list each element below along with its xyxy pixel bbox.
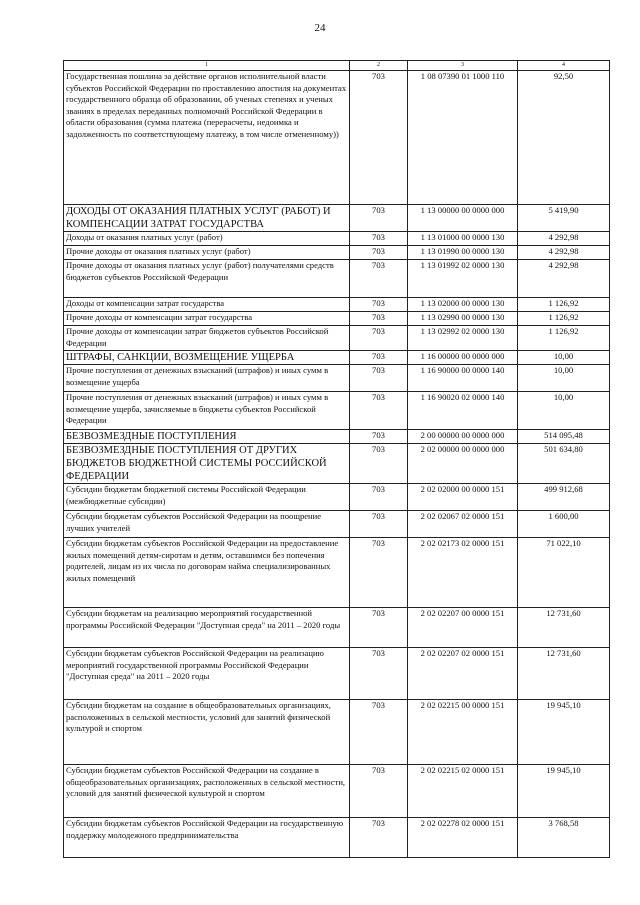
table-row: [64, 205, 610, 232]
row-name: Прочие доходы от оказания платных услуг (работ) получателями средств бюджетов субъектов Российской Федерации: [64, 260, 350, 298]
table-row: [64, 312, 610, 326]
row-amount: 499 912,68: [518, 484, 610, 511]
row-name: Субсидии бюджетам на реализацию мероприятий государственной программы Российской Федерации "Доступная среда" на 2011 – 2020 годы: [64, 608, 350, 648]
row-name: Доходы от оказания платных услуг (работ): [64, 232, 350, 246]
row-budget-code: 1 13 02000 00 0000 130: [408, 298, 518, 312]
row-admin-code: 703: [350, 700, 408, 765]
row-amount: 71 022,10: [518, 538, 610, 608]
row-name: Субсидии бюджетам субъектов Российской Федерации на предоставление жилых помещений детям-сиротам и детям, оставшимся без попечения родителей, лицам из их числа по договорам найма специализированных жилых помещений: [64, 538, 350, 608]
row-name: Доходы от компенсации затрат государства: [64, 298, 350, 312]
row-admin-code: 703: [350, 430, 408, 444]
table-row: [64, 484, 610, 511]
table-row: [64, 232, 610, 246]
row-name: Субсидии бюджетам субъектов Российской Федерации на поощрение лучших учителей: [64, 511, 350, 538]
row-admin-code: 703: [350, 511, 408, 538]
row-admin-code: 703: [350, 392, 408, 430]
row-admin-code: 703: [350, 365, 408, 392]
row-name: Прочие поступления от денежных взысканий (штрафов) и иных сумм в возмещение ущерба: [64, 365, 350, 392]
row-amount: 1 126,92: [518, 298, 610, 312]
row-amount: 19 945,10: [518, 765, 610, 818]
column-number-3: 3: [408, 61, 518, 71]
row-name: Субсидии бюджетам субъектов Российской Федерации на создание в общеобразовательных организациях, расположенных в сельской местности, условий для занятий физической культурой и спортом: [64, 765, 350, 818]
row-admin-code: 703: [350, 648, 408, 700]
row-amount: 12 731,60: [518, 608, 610, 648]
row-budget-code: 1 13 01992 02 0000 130: [408, 260, 518, 298]
row-amount: 10,00: [518, 351, 610, 365]
row-admin-code: 703: [350, 260, 408, 298]
table-row: [64, 648, 610, 700]
row-budget-code: 1 16 00000 00 0000 000: [408, 351, 518, 365]
table-row: [64, 608, 610, 648]
row-name: Прочие доходы от компенсации затрат бюджетов субъектов Российской Федерации: [64, 326, 350, 351]
row-budget-code: 2 02 02207 02 0000 151: [408, 648, 518, 700]
table-row: [64, 444, 610, 484]
row-budget-code: 2 02 02278 02 0000 151: [408, 818, 518, 858]
column-number-2: 2: [350, 61, 408, 71]
row-budget-code: 1 13 01990 00 0000 130: [408, 246, 518, 260]
page-number: 24: [314, 22, 326, 34]
column-number-4: 4: [518, 61, 610, 71]
row-amount: 4 292,98: [518, 232, 610, 246]
row-amount: 1 600,00: [518, 511, 610, 538]
row-admin-code: 703: [350, 205, 408, 232]
row-budget-code: 2 02 02215 00 0000 151: [408, 700, 518, 765]
row-name: Субсидии бюджетам субъектов Российской Федерации на государственную поддержку молодежного предпринимательства: [64, 818, 350, 858]
row-admin-code: 703: [350, 484, 408, 511]
row-budget-code: 1 16 90000 00 0000 140: [408, 365, 518, 392]
row-amount: 514 095,48: [518, 430, 610, 444]
row-name: БЕЗВОЗМЕЗДНЫЕ ПОСТУПЛЕНИЯ: [64, 430, 350, 444]
row-name: ДОХОДЫ ОТ ОКАЗАНИЯ ПЛАТНЫХ УСЛУГ (РАБОТ) И КОМПЕНСАЦИИ ЗАТРАТ ГОСУДАРСТВА: [64, 205, 350, 232]
table-row: [64, 365, 610, 392]
row-budget-code: 2 02 02207 00 0000 151: [408, 608, 518, 648]
row-budget-code: 1 16 90020 02 0000 140: [408, 392, 518, 430]
row-budget-code: 1 08 07390 01 1000 110: [408, 71, 518, 205]
row-name: Прочие доходы от оказания платных услуг (работ): [64, 246, 350, 260]
row-budget-code: 2 02 02067 02 0000 151: [408, 511, 518, 538]
row-budget-code: 1 13 02990 00 0000 130: [408, 312, 518, 326]
row-amount: 12 731,60: [518, 648, 610, 700]
row-amount: 19 945,10: [518, 700, 610, 765]
row-budget-code: 1 13 00000 00 0000 000: [408, 205, 518, 232]
row-amount: 10,00: [518, 365, 610, 392]
row-budget-code: 1 13 02992 02 0000 130: [408, 326, 518, 351]
column-number-1: 1: [64, 61, 350, 71]
row-admin-code: 703: [350, 71, 408, 205]
row-name: Субсидии бюджетам субъектов Российской Федерации на реализацию мероприятий государственной программы Российской Федерации "Доступная среда" на 2011 – 2020 годы: [64, 648, 350, 700]
row-budget-code: 2 02 00000 00 0000 000: [408, 444, 518, 484]
row-name: Государственная пошлина за действие органов исполнительной власти субъектов Российской Федерации по проставлению апостиля на документах государственного образца об образовании, об ученых степенях и ученых званиях в пределах переданных полномочий Российской Федерации в области образования (сумма платежа (перерасчеты, недоимка и задолженность по соответствующему платежу, в том числе отмененному)): [64, 71, 350, 205]
row-amount: 10,00: [518, 392, 610, 430]
row-budget-code: 2 00 00000 00 0000 000: [408, 430, 518, 444]
table-row: [64, 351, 610, 365]
table-row: [64, 392, 610, 430]
table-row: [64, 298, 610, 312]
row-admin-code: 703: [350, 538, 408, 608]
row-amount: 1 126,92: [518, 326, 610, 351]
row-amount: 501 634,80: [518, 444, 610, 484]
row-name: БЕЗВОЗМЕЗДНЫЕ ПОСТУПЛЕНИЯ ОТ ДРУГИХ БЮДЖЕТОВ БЮДЖЕТНОЙ СИСТЕМЫ РОССИЙСКОЙ ФЕДЕРАЦИИ: [64, 444, 350, 484]
row-admin-code: 703: [350, 608, 408, 648]
table-row: [64, 246, 610, 260]
row-budget-code: 2 02 02215 02 0000 151: [408, 765, 518, 818]
row-name: Прочие поступления от денежных взысканий (штрафов) и иных сумм в возмещение ущерба, зачисляемые в бюджеты субъектов Российской Федерации: [64, 392, 350, 430]
table-row: [64, 700, 610, 765]
row-admin-code: 703: [350, 312, 408, 326]
table-row: [64, 538, 610, 608]
row-admin-code: 703: [350, 444, 408, 484]
row-admin-code: 703: [350, 232, 408, 246]
table-row: [64, 818, 610, 858]
row-amount: 1 126,92: [518, 312, 610, 326]
row-amount: 3 768,58: [518, 818, 610, 858]
table-row: [64, 511, 610, 538]
revenue-table: [63, 60, 610, 858]
row-admin-code: 703: [350, 326, 408, 351]
row-name: ШТРАФЫ, САНКЦИИ, ВОЗМЕЩЕНИЕ УЩЕРБА: [64, 351, 350, 365]
column-number-row: [64, 61, 610, 71]
table-row: [64, 430, 610, 444]
row-admin-code: 703: [350, 246, 408, 260]
table-row: [64, 71, 610, 205]
row-name: Субсидии бюджетам бюджетной системы Российской Федерации (межбюджетные субсидии): [64, 484, 350, 511]
row-amount: 5 419,90: [518, 205, 610, 232]
row-amount: 92,50: [518, 71, 610, 205]
row-name: Прочие доходы от компенсации затрат государства: [64, 312, 350, 326]
row-admin-code: 703: [350, 351, 408, 365]
row-budget-code: 2 02 02173 02 0000 151: [408, 538, 518, 608]
row-budget-code: 2 02 02000 00 0000 151: [408, 484, 518, 511]
row-amount: 4 292,98: [518, 246, 610, 260]
row-admin-code: 703: [350, 298, 408, 312]
row-admin-code: 703: [350, 765, 408, 818]
row-amount: 4 292,98: [518, 260, 610, 298]
row-name: Субсидии бюджетам на создание в общеобразовательных организациях, расположенных в сельской местности, условий для занятий физической культурой и спортом: [64, 700, 350, 765]
row-admin-code: 703: [350, 818, 408, 858]
table-row: [64, 326, 610, 351]
table-row: [64, 765, 610, 818]
table-row: [64, 260, 610, 298]
row-budget-code: 1 13 01000 00 0000 130: [408, 232, 518, 246]
